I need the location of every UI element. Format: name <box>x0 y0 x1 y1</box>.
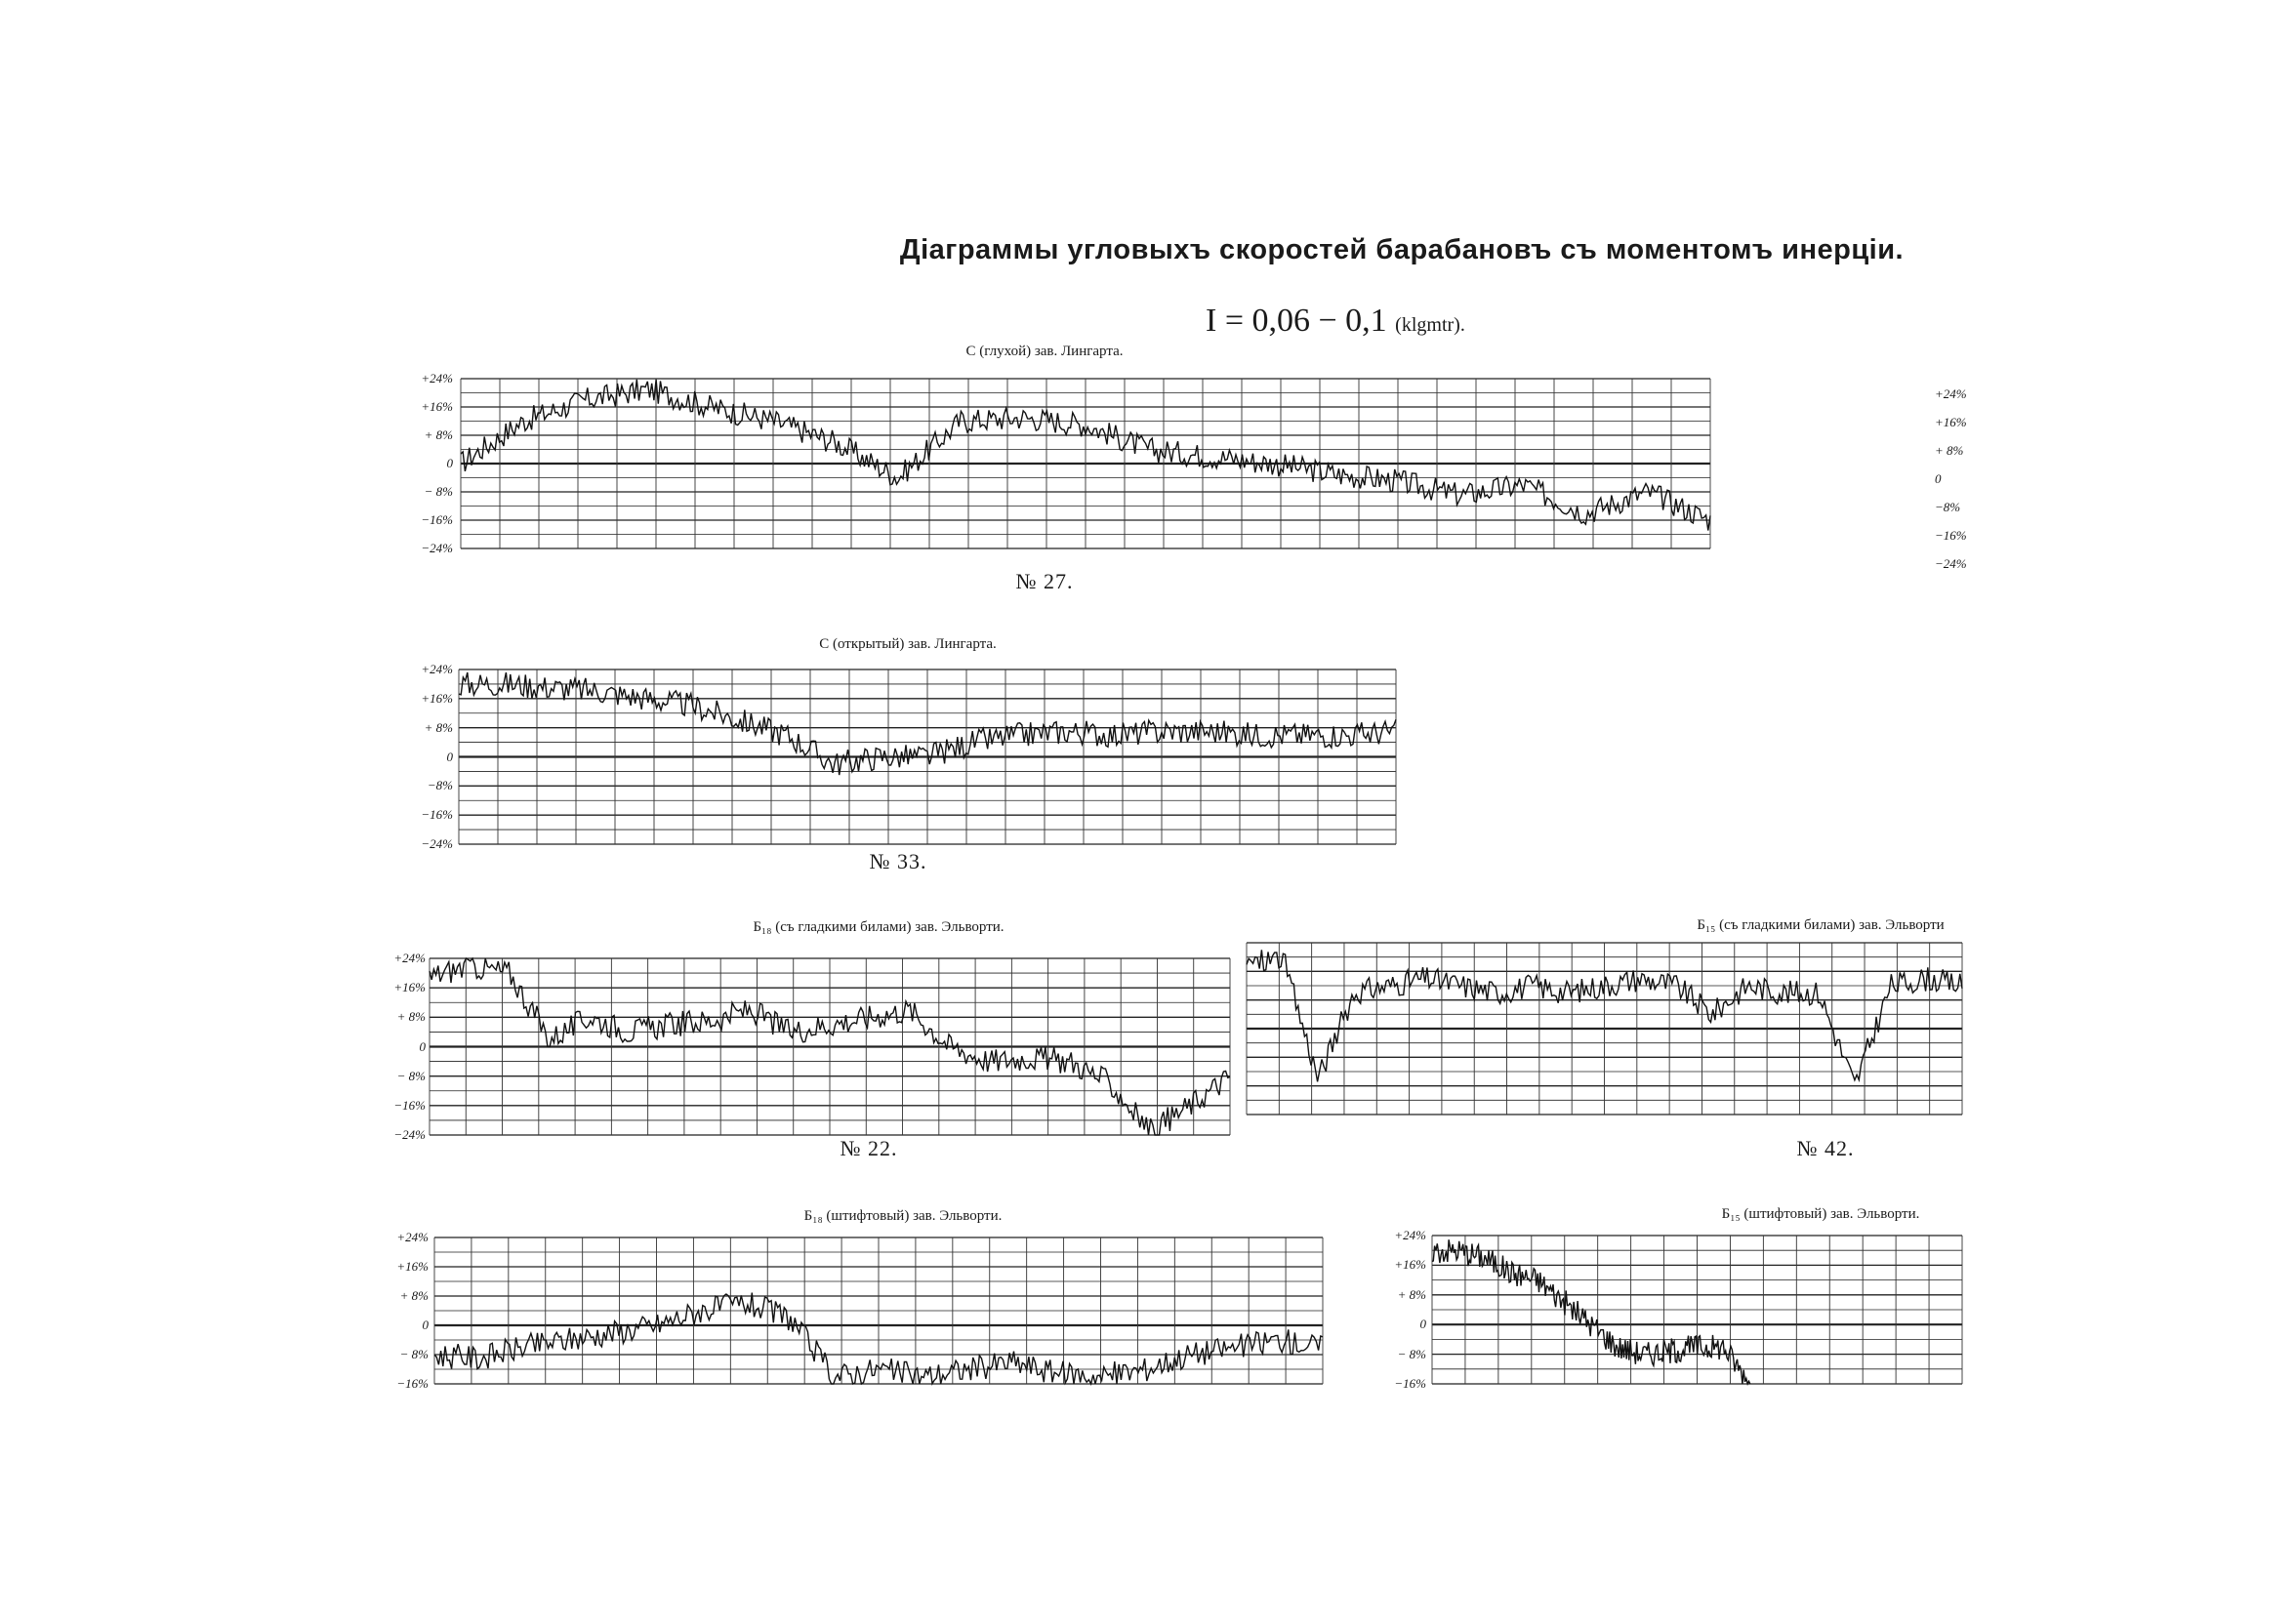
y-tick-label: + 8% <box>424 427 453 442</box>
y-tick-label: +16% <box>1394 1257 1426 1273</box>
y-tick-label: − 8% <box>424 484 453 499</box>
y-tick-label: 0 <box>446 749 453 764</box>
chart-number: № 22. <box>840 1136 898 1160</box>
chart-caption: C (глухой) зав. Лингарта. <box>965 344 1124 359</box>
y-tick-label: +24% <box>421 662 453 676</box>
trace-line <box>1432 1239 1750 1384</box>
chart-4 <box>434 1237 1323 1384</box>
y-tick-label: 0 <box>422 1318 429 1332</box>
y-tick-label: −16% <box>421 512 453 527</box>
y-tick-label: −16% <box>1394 1376 1426 1391</box>
chart-1 <box>459 669 1396 844</box>
y-tick-label: 0 <box>1419 1317 1426 1332</box>
y-tick-label: 0 <box>419 1038 426 1054</box>
chart-number: № 27. <box>1015 569 1074 593</box>
y-tick-label: −24% <box>421 541 453 555</box>
y-tick-label: −8% <box>427 778 453 793</box>
y-tick-label: +16% <box>421 399 453 414</box>
y-tick-label: + 8% <box>396 1009 426 1025</box>
right-y-tick-label: −8% <box>1935 500 1961 514</box>
y-tick-label: +16% <box>396 1259 429 1274</box>
right-y-tick-label: +24% <box>1935 386 1967 401</box>
y-tick-label: − 8% <box>396 1068 426 1083</box>
y-tick-label: −16% <box>421 807 453 823</box>
formula-expression: I = 0,06 − 0,1 <box>1206 303 1387 339</box>
chart-0 <box>461 379 1710 548</box>
y-tick-label: −16% <box>393 1097 426 1113</box>
chart-number: № 33. <box>869 849 927 873</box>
right-y-tick-label: + 8% <box>1935 443 1964 458</box>
y-tick-label: +24% <box>396 1230 429 1244</box>
y-tick-label: − 8% <box>399 1347 429 1361</box>
right-y-tick-label: −24% <box>1935 556 1967 571</box>
y-tick-label: − 8% <box>1397 1346 1426 1361</box>
chart-2 <box>430 958 1230 1135</box>
y-tick-label: −24% <box>421 836 453 851</box>
y-tick-label: +24% <box>1394 1228 1426 1242</box>
chart-caption: Б₁₅ (съ гладкими билами) зав. Эльворти <box>1697 917 1945 933</box>
formula-unit: (klgmtr). <box>1395 314 1465 336</box>
y-tick-label: + 8% <box>1397 1286 1426 1302</box>
page-title: Діаграммы угловыхъ скоростей барабановъ съ моментомъ инерціи. <box>899 234 1905 265</box>
chart-caption: C (открытый) зав. Лингарта. <box>819 636 997 652</box>
right-y-tick-label: +16% <box>1935 415 1967 429</box>
y-tick-label: +16% <box>421 690 453 706</box>
y-tick-label: +24% <box>421 371 453 385</box>
y-tick-label: −24% <box>393 1127 426 1142</box>
chart-caption: Б₁₈ (съ гладкими билами) зав. Эльворти. <box>753 919 1004 935</box>
y-tick-label: + 8% <box>399 1288 429 1303</box>
right-y-tick-label: −16% <box>1935 528 1967 543</box>
y-tick-label: + 8% <box>424 719 453 735</box>
chart-5 <box>1432 1236 1962 1384</box>
right-y-tick-label: 0 <box>1935 471 1942 486</box>
y-tick-label: −16% <box>396 1376 429 1391</box>
chart-number: № 42. <box>1796 1136 1855 1160</box>
chart-caption: Б₁₈ (штифтовый) зав. Эльворти. <box>803 1208 1003 1224</box>
y-tick-label: 0 <box>446 456 453 470</box>
chart-3 <box>1247 943 1962 1115</box>
chart-caption: Б₁₅ (штифтовый) зав. Эльворти. <box>1721 1206 1920 1222</box>
y-tick-label: +24% <box>393 951 426 965</box>
y-tick-label: +16% <box>393 980 426 995</box>
